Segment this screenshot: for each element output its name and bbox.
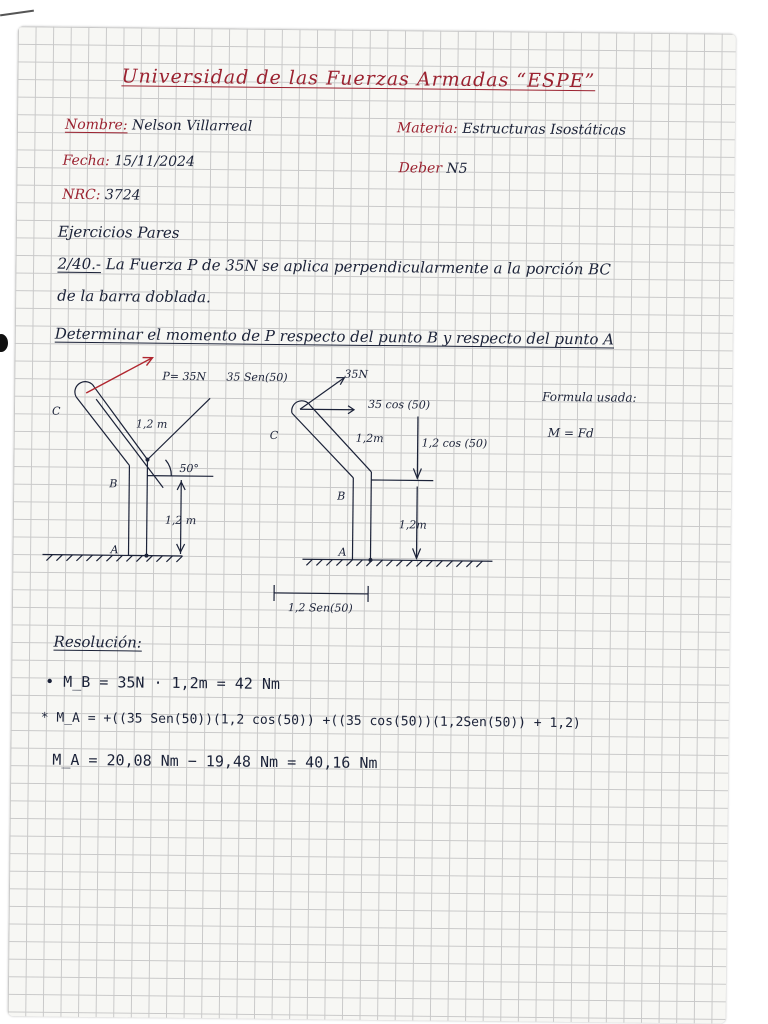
statement-line-1 xyxy=(57,255,611,279)
label-c-left: C xyxy=(51,404,61,418)
homework-row xyxy=(398,160,467,177)
label-length-bc-left: 1,2 m xyxy=(135,417,168,431)
nrc-value: 3724 xyxy=(104,187,141,204)
university-title: Universidad de las Fuerzas Armadas “ESPE” xyxy=(121,65,596,93)
bar-ab-right-edge-right xyxy=(370,472,371,560)
label-a-right: A xyxy=(338,545,347,559)
moment-a-expression: M_A = +((35 Sen(50))(1,2 cos(50)) +((35 cos(50))(1,2Sen(50)) + 1,2) xyxy=(56,710,581,732)
formula-expression: M = Fd xyxy=(547,425,594,441)
label-angle: 50° xyxy=(179,461,199,476)
asterisk-icon: * xyxy=(40,710,57,726)
horizontal-component-arrow xyxy=(300,409,354,410)
label-a-left: A xyxy=(110,543,119,557)
punch-hole xyxy=(0,334,8,352)
label-b-right: B xyxy=(337,489,346,503)
grid-paper-sheet xyxy=(8,26,736,1023)
date-label: Fecha: xyxy=(62,152,110,170)
bullet-icon: • xyxy=(45,672,64,691)
label-component: 35 Sen(50) xyxy=(226,370,288,385)
angle-arc xyxy=(165,460,171,476)
bar-c-end-right xyxy=(292,401,310,414)
bar-ab-left-edge xyxy=(128,465,129,555)
nrc-label: NRC: xyxy=(62,186,101,204)
bar-bc-lower-edge-right xyxy=(291,413,354,478)
figure-left xyxy=(42,357,287,564)
homework-value: N5 xyxy=(446,160,468,177)
subject-row xyxy=(397,120,626,138)
corner-mark xyxy=(0,10,34,17)
diagram-area xyxy=(12,346,733,634)
statement-text-1: La Fuerza P de 35N se aplica perpendicularmente a la porción BC xyxy=(105,255,612,279)
force-p-arrow xyxy=(86,357,152,394)
figure-right xyxy=(268,367,495,616)
label-force-right: 35N xyxy=(344,367,369,381)
homework-label: Deber xyxy=(398,160,443,177)
subject-value: Estructuras Isostáticas xyxy=(462,120,627,139)
label-horizontal-component: 35 cos (50) xyxy=(368,397,431,412)
nrc-row xyxy=(62,187,140,204)
horizontal-reference xyxy=(147,476,213,477)
bar-c-end xyxy=(75,382,94,397)
name-row xyxy=(65,117,252,135)
task-line: Determinar el momento de P respecto del punto B y respecto del punto A xyxy=(54,324,615,349)
vertical-projection-line xyxy=(417,416,418,478)
subject-label: Materia: xyxy=(396,120,458,137)
resolution-heading: Resolución: xyxy=(53,632,142,652)
horizontal-projection-line xyxy=(274,593,368,594)
exercise-heading: Ejercicios Pares xyxy=(57,222,180,242)
date-value: 15/11/2024 xyxy=(114,153,196,171)
resolution-line-1 xyxy=(45,673,280,693)
bar-ab-left-edge-right xyxy=(352,478,353,560)
point-a-marker xyxy=(144,554,148,558)
moment-b-equation: M_B = 35N · 1,2m = 42 Nm xyxy=(63,672,281,694)
label-height-right: 1,2m xyxy=(398,518,427,532)
formula-label: Formula usada: xyxy=(542,389,637,405)
name-label: Nombre: xyxy=(64,116,128,134)
bar-ab-right-edge xyxy=(146,460,147,556)
label-length-bc-right: 1,2m xyxy=(355,431,384,446)
date-row xyxy=(63,153,195,170)
statement-line-2: de la barra doblada. xyxy=(57,286,211,307)
resolution-line-3: M_A = 20,08 Nm − 19,48 Nm = 40,16 Nm xyxy=(52,750,378,773)
label-horizontal-projection: 1,2 Sen(50) xyxy=(287,601,353,615)
label-vertical-projection: 1,2 cos (50) xyxy=(421,436,488,451)
label-force-p: P= 35N xyxy=(162,369,207,384)
name-value: Nelson Villarreal xyxy=(131,117,253,135)
resolution-line-2 xyxy=(41,711,581,732)
label-height-left: 1,2 m xyxy=(164,513,197,528)
label-c-right: C xyxy=(269,428,279,442)
force-arrow-right xyxy=(300,377,344,409)
reference-at-b xyxy=(371,480,433,481)
label-b-left: B xyxy=(109,477,118,491)
exercise-number: 2/40.- xyxy=(57,254,102,274)
